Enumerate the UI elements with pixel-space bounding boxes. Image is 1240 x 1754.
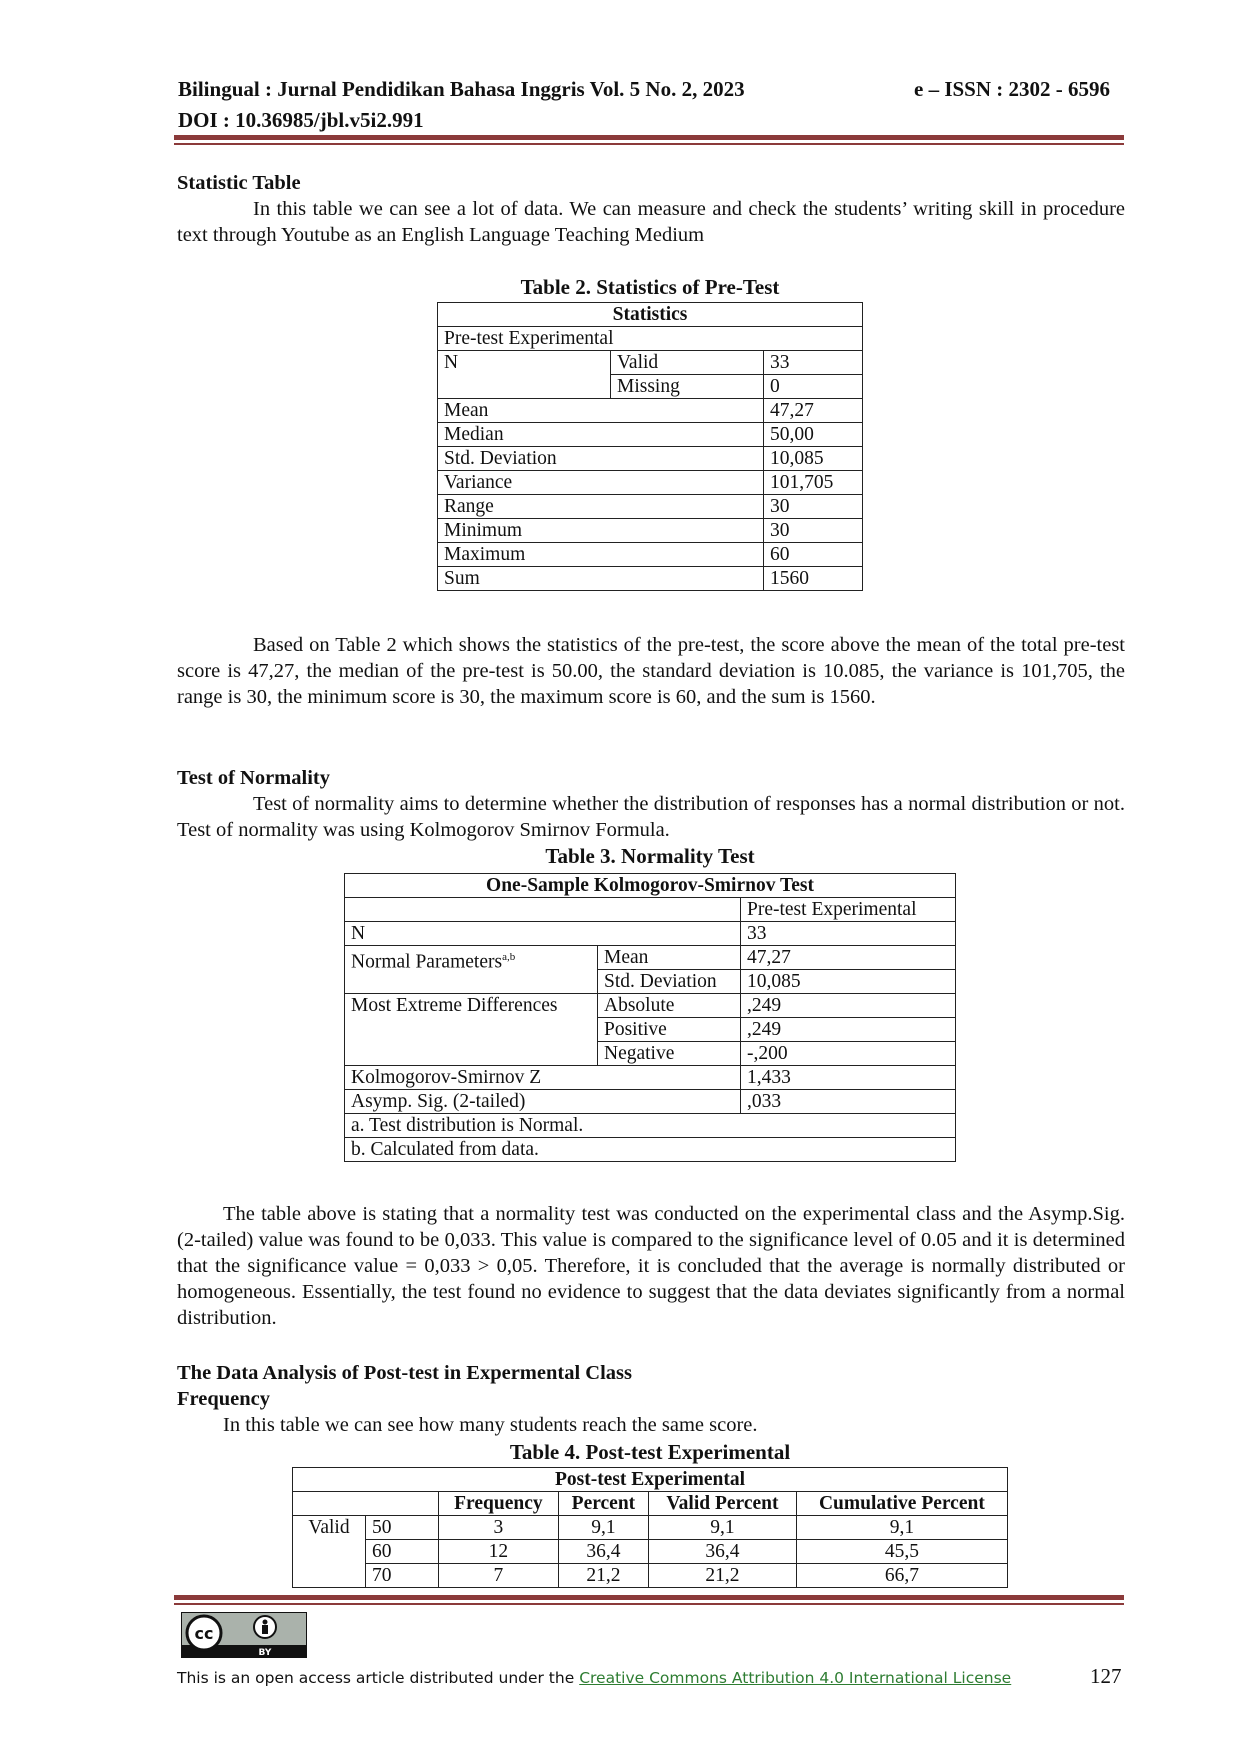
ksz-label: Kolmogorov-Smirnov Z	[345, 1066, 741, 1090]
table-note: b. Calculated from data.	[345, 1138, 956, 1162]
n-label: N	[345, 922, 741, 946]
stat-value: 10,085	[764, 447, 863, 471]
stat-label: Range	[438, 495, 764, 519]
table-row	[293, 1540, 1008, 1564]
footer-rule	[174, 1595, 1124, 1600]
valid-label: Valid	[611, 351, 764, 375]
by-text: BY	[258, 1648, 272, 1657]
doi: DOI : 10.36985/jbl.v5i2.991	[178, 108, 424, 132]
score: 50	[366, 1516, 439, 1540]
paragraph: Based on Table 2 which shows the statistics of the pre-test, the score above the mean of the total pre-test score is 47,27, the median of the pre-test is 50.00, the standard deviation is 10.085, the variance is 101,705, the range is 30, the minimum score is 30, the maximum score is 60, and the sum is 1560.	[177, 634, 1125, 708]
normality-test-table	[344, 873, 956, 1162]
paragraph: The table above is stating that a normality test was conducted on the experimental class and the Asymp.Sig.(2-tailed) value was found to be 0,033. This value is compared to the significance level of 0.05 and it is determined that the significance value = 0,033 > 0,05. Therefore, it is concluded that the average is normally distributed or homogeneous. Essentially, the test found no evidence to suggest that the data deviates significantly from a normal distribution.	[177, 1203, 1125, 1329]
table-title: Statistics	[438, 303, 863, 327]
n-value: 33	[741, 922, 956, 946]
section-heading: Test of Normality	[177, 767, 330, 789]
stat-label: Mean	[438, 399, 764, 423]
paragraph: In this table we can see a lot of data. We can measure and check the students’ writing skill in procedure text through Youtube as an English Language Teaching Medium	[177, 198, 1125, 246]
score: 60	[366, 1540, 439, 1564]
asymp-sig-value: ,033	[741, 1090, 956, 1114]
header-rule	[174, 135, 1124, 140]
cc-icon	[182, 1613, 306, 1657]
most-extreme-differences-label: Most Extreme Differences	[345, 994, 598, 1066]
positive-label: Positive	[598, 1018, 741, 1042]
empty-cell	[293, 1492, 439, 1516]
column-header: Valid Percent	[649, 1492, 797, 1516]
table-caption: Table 3. Normality Test	[545, 844, 755, 868]
column-header: Pre-test Experimental	[741, 898, 956, 922]
negative-label: Negative	[598, 1042, 741, 1066]
stat-value: 30	[764, 519, 863, 543]
cc-by-license-badge	[181, 1612, 307, 1658]
absolute-value: ,249	[741, 994, 956, 1018]
valid-percent: 36,4	[649, 1540, 797, 1564]
valid-label: Valid	[293, 1516, 366, 1588]
section-subheading: Frequency	[177, 1388, 271, 1410]
stat-label: Std. Deviation	[438, 447, 764, 471]
valid-percent: 21,2	[649, 1564, 797, 1588]
stat-value: 1560	[764, 567, 863, 591]
page-number: 127	[1090, 1664, 1122, 1688]
mean-value: 47,27	[741, 946, 956, 970]
column-header: Cumulative Percent	[796, 1492, 1007, 1516]
table-caption: Table 2. Statistics of Pre-Test	[520, 275, 780, 299]
cc-text: cc	[194, 1624, 214, 1643]
missing-value: 0	[764, 375, 863, 399]
journal-title: Bilingual : Jurnal Pendidikan Bahasa Inggris Vol. 5 No. 2, 2023	[178, 77, 745, 101]
cumulative-percent: 66,7	[796, 1564, 1007, 1588]
table-caption: Table 4. Post-test Experimental	[509, 1440, 791, 1464]
license-text: This is an open access article distributed under the	[177, 1669, 580, 1687]
footer-rule-thin	[174, 1603, 1124, 1605]
asymp-sig-label: Asymp. Sig. (2-tailed)	[345, 1090, 741, 1114]
stat-value: 30	[764, 495, 863, 519]
section-heading: The Data Analysis of Post-test in Expermental Class	[177, 1362, 632, 1384]
column-header: Frequency	[439, 1492, 559, 1516]
negative-value: -,200	[741, 1042, 956, 1066]
stat-value: 101,705	[764, 471, 863, 495]
section-test-of-normality	[177, 765, 1125, 843]
stat-label: Sum	[438, 567, 764, 591]
stat-label: Maximum	[438, 543, 764, 567]
table-row	[293, 1564, 1008, 1588]
stat-label: Minimum	[438, 519, 764, 543]
stat-value: 47,27	[764, 399, 863, 423]
positive-value: ,249	[741, 1018, 956, 1042]
section-statistic-table	[177, 170, 1125, 248]
header-rule-thin	[174, 143, 1124, 145]
percent: 36,4	[558, 1540, 648, 1564]
stat-label: Variance	[438, 471, 764, 495]
license-notice	[177, 1669, 1011, 1687]
section-post-test-analysis	[177, 1360, 1125, 1438]
percent: 21,2	[558, 1564, 648, 1588]
paragraph: Test of normality aims to determine whether the distribution of responses has a normal distribution or not. Test of normality was using Kolmogorov Smirnov Formula.	[177, 793, 1125, 841]
table-title: Post-test Experimental	[293, 1468, 1008, 1492]
stat-value: 60	[764, 543, 863, 567]
table-subtitle: Pre-test Experimental	[438, 327, 863, 351]
absolute-label: Absolute	[598, 994, 741, 1018]
n-label: N	[438, 351, 611, 399]
stat-value: 50,00	[764, 423, 863, 447]
cumulative-percent: 45,5	[796, 1540, 1007, 1564]
normal-parameters-label: Normal Parameters$^{a,b}$	[345, 946, 598, 994]
empty-cell	[345, 898, 741, 922]
ksz-value: 1,433	[741, 1066, 956, 1090]
missing-label: Missing	[611, 375, 764, 399]
section-heading: Statistic Table	[177, 172, 301, 194]
statistics-table	[437, 302, 863, 591]
post-test-frequency-table	[292, 1467, 1008, 1588]
issn: e – ISSN : 2302 - 6596	[914, 77, 1111, 101]
table-row	[293, 1516, 1008, 1540]
frequency: 3	[439, 1516, 559, 1540]
mean-label: Mean	[598, 946, 741, 970]
valid-percent: 9,1	[649, 1516, 797, 1540]
valid-value: 33	[764, 351, 863, 375]
table-title: One-Sample Kolmogorov-Smirnov Test	[345, 874, 956, 898]
frequency: 7	[439, 1564, 559, 1588]
percent: 9,1	[558, 1516, 648, 1540]
sd-label: Std. Deviation	[598, 970, 741, 994]
license-link[interactable]: Creative Commons Attribution 4.0 International License	[579, 1669, 1012, 1687]
column-header: Percent	[558, 1492, 648, 1516]
frequency: 12	[439, 1540, 559, 1564]
paragraph: In this table we can see how many students reach the same score.	[223, 1414, 758, 1436]
cumulative-percent: 9,1	[796, 1516, 1007, 1540]
sd-value: 10,085	[741, 970, 956, 994]
score: 70	[366, 1564, 439, 1588]
stat-label: Median	[438, 423, 764, 447]
table-note: a. Test distribution is Normal.	[345, 1114, 956, 1138]
